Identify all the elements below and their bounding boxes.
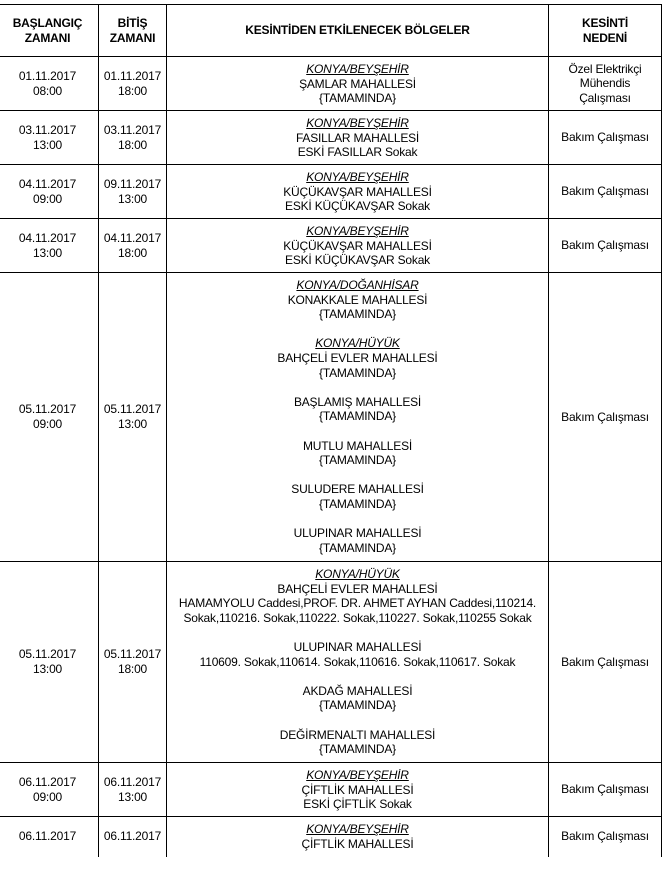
region-line: ŞAMLAR MAHALLESİ — [299, 76, 416, 91]
location-heading: KONYA/BEYŞEHİR — [306, 116, 409, 130]
location-heading: KONYA/HÜYÜK — [315, 567, 400, 581]
end-time-line: 06.11.2017 — [103, 774, 162, 789]
region-line: BAHÇELİ EVLER MAHALLESİ — [277, 581, 438, 596]
reason-line: Bakım Çalışması — [561, 130, 649, 145]
start-time-cell — [0, 165, 99, 219]
end-time-cell — [99, 219, 167, 273]
region-line: {TAMAMINDA} — [319, 409, 396, 424]
header-reason-line: NEDENİ — [582, 30, 628, 45]
reason-line: Mühendis — [579, 76, 631, 91]
region-group — [169, 822, 546, 851]
table-row — [0, 219, 662, 273]
start-time-line: 13:00 — [32, 137, 63, 152]
regions-cell — [167, 817, 549, 857]
end-time-line: 18:00 — [117, 137, 148, 152]
start-time-line: 08:00 — [32, 83, 63, 98]
region-line: BAŞLAMIŞ MAHALLESİ — [293, 394, 422, 409]
start-time-line: 09:00 — [32, 789, 63, 804]
region-line: ÇİFTLİK MAHALLESİ — [301, 782, 414, 797]
start-time-line: 03.11.2017 — [18, 122, 77, 137]
start-time-cell — [0, 111, 99, 165]
region-group — [169, 170, 546, 214]
start-time-cell — [0, 57, 99, 111]
region-line: KÜÇÜKAVŞAR MAHALLESİ — [283, 238, 432, 253]
region-group — [169, 482, 546, 511]
region-group — [169, 439, 546, 468]
start-time-line: 13:00 — [32, 662, 63, 676]
reason-line: Bakım Çalışması — [561, 782, 649, 797]
region-line: {TAMAMINDA} — [319, 496, 396, 511]
reason-cell — [549, 763, 662, 817]
end-time-line: 13:00 — [117, 789, 148, 804]
group-spacer — [169, 625, 546, 640]
region-line: AKDAĞ MAHALLESİ — [302, 683, 413, 698]
table-row — [0, 763, 662, 817]
region-line: KONAKKALE MAHALLESİ — [287, 292, 428, 307]
reason-line: Bakım Çalışması — [561, 409, 649, 424]
reason-cell — [549, 219, 662, 273]
regions-cell — [167, 763, 549, 817]
reason-cell — [549, 165, 662, 219]
header-reason-line: KESİNTİ — [582, 15, 628, 30]
regions-cell — [167, 57, 549, 111]
region-line: {TAMAMINDA} — [319, 91, 396, 106]
region-group — [169, 62, 546, 106]
group-spacer — [169, 322, 546, 337]
header-end-line: ZAMANI — [109, 30, 156, 45]
end-time-line: 01.11.2017 — [103, 68, 162, 83]
end-time-line: 18:00 — [117, 83, 148, 98]
start-time-line: 13:00 — [32, 245, 63, 260]
location-heading: KONYA/HÜYÜK — [315, 336, 400, 351]
region-group — [169, 395, 546, 424]
start-time-cell — [0, 273, 99, 562]
start-time-line: 05.11.2017 — [18, 647, 77, 662]
end-time-cell — [99, 562, 167, 763]
region-line: {TAMAMINDA} — [319, 540, 396, 555]
group-spacer — [169, 669, 546, 684]
region-line: DEĞİRMENALTI MAHALLESİ — [279, 727, 436, 742]
reason-line: Bakım Çalışması — [561, 238, 649, 253]
reason-cell — [549, 273, 662, 562]
header-row — [0, 5, 662, 57]
start-time-line: 04.11.2017 — [18, 176, 77, 191]
end-time-cell — [99, 817, 167, 857]
group-spacer — [169, 713, 546, 728]
end-time-cell — [99, 763, 167, 817]
regions-cell — [167, 111, 549, 165]
reason-cell — [549, 562, 662, 763]
region-line: FASILLAR MAHALLESİ — [295, 130, 420, 145]
end-time-line: 05.11.2017 — [103, 647, 162, 662]
region-line: Sokak,110216. Sokak,110222. Sokak,110227. Sokak,110255 Sokak — [183, 610, 532, 625]
region-line: {TAMAMINDA} — [319, 742, 396, 757]
header-start-line: ZAMANI — [24, 30, 71, 45]
start-time-line: 09:00 — [32, 191, 63, 206]
reason-cell — [549, 111, 662, 165]
regions-cell — [167, 219, 549, 273]
start-time-line: 01.11.2017 — [18, 68, 77, 83]
region-line: {TAMAMINDA} — [319, 453, 396, 468]
end-time-cell — [99, 111, 167, 165]
reason-line: Bakım Çalışması — [561, 184, 649, 199]
end-time-line: 04.11.2017 — [103, 230, 162, 245]
region-line: ÇİFTLİK MAHALLESİ — [301, 836, 414, 851]
end-time-line: 13:00 — [117, 191, 148, 206]
region-group — [169, 526, 546, 555]
region-group — [169, 336, 546, 380]
region-line: ESKİ KÜÇÜKAVŞAR Sokak — [285, 199, 430, 214]
table-row — [0, 57, 662, 111]
reason-line: Çalışması — [579, 90, 631, 105]
reason-cell — [549, 817, 662, 857]
region-group — [169, 224, 546, 268]
location-heading: KONYA/BEYŞEHİR — [306, 170, 409, 184]
regions-cell — [167, 562, 549, 763]
region-line: ESKİ ÇİFTLİK Sokak — [303, 797, 412, 812]
end-time-cell — [99, 273, 167, 562]
region-line: {TAMAMINDA} — [319, 307, 396, 322]
region-line: HAMAMYOLU Caddesi,PROF. DR. AHMET AYHAN Caddesi,110214. — [178, 596, 537, 611]
region-line: MUTLU MAHALLESİ — [302, 438, 413, 453]
start-time-line: 09:00 — [32, 417, 63, 431]
region-line: SULUDERE MAHALLESİ — [291, 482, 424, 497]
reason-cell — [549, 57, 662, 111]
reason-line: Bakım Çalışması — [561, 654, 649, 669]
start-time-cell — [0, 219, 99, 273]
end-time-cell — [99, 165, 167, 219]
region-group — [169, 768, 546, 812]
start-time-line: 06.11.2017 — [18, 829, 77, 844]
end-time-line: 09.11.2017 — [103, 176, 162, 191]
end-time-line: 18:00 — [117, 245, 148, 260]
group-spacer — [169, 512, 546, 527]
table-body — [0, 57, 662, 857]
region-group — [169, 728, 546, 757]
start-time-cell — [0, 817, 99, 857]
header-start — [0, 5, 99, 57]
header-reason — [549, 5, 662, 57]
reason-line: Özel Elektrikçi — [568, 61, 642, 76]
start-time-cell — [0, 763, 99, 817]
region-group — [169, 116, 546, 160]
header-end-line: BİTİŞ — [117, 15, 148, 30]
header-regions: KESİNTİDEN ETKİLENECEK BÖLGELER — [167, 5, 549, 57]
location-heading: KONYA/BEYŞEHİR — [306, 768, 409, 782]
location-heading: KONYA/BEYŞEHİR — [306, 224, 409, 238]
regions-cell — [167, 273, 549, 562]
table-row — [0, 273, 662, 562]
start-time-cell — [0, 562, 99, 763]
table-row — [0, 111, 662, 165]
region-group — [169, 567, 546, 625]
region-group — [169, 640, 546, 669]
region-line: ESKİ KÜÇÜKAVŞAR Sokak — [285, 253, 430, 268]
region-line: ULUPINAR MAHALLESİ — [293, 526, 422, 541]
end-time-line: 05.11.2017 — [103, 402, 162, 417]
group-spacer — [169, 424, 546, 439]
end-time-line: 13:00 — [117, 417, 148, 431]
region-line: ESKİ FASILLAR Sokak — [297, 145, 418, 160]
region-line: BAHÇELİ EVLER MAHALLESİ — [277, 350, 438, 365]
end-time-line: 18:00 — [117, 662, 148, 676]
table-row — [0, 562, 662, 763]
location-heading: KONYA/BEYŞEHİR — [306, 62, 409, 76]
start-time-line: 04.11.2017 — [18, 230, 77, 245]
reason-line: Bakım Çalışması — [561, 829, 649, 844]
region-line: {TAMAMINDA} — [319, 698, 396, 713]
group-spacer — [169, 468, 546, 483]
table-row — [0, 165, 662, 219]
region-line: {TAMAMINDA} — [319, 365, 396, 380]
end-time-line: 03.11.2017 — [103, 122, 162, 137]
end-time-line: 06.11.2017 — [103, 829, 162, 844]
region-line: 110609. Sokak,110614. Sokak,110616. Sokak,110617. Sokak — [199, 654, 516, 669]
outage-table — [0, 4, 662, 857]
start-time-line: 05.11.2017 — [18, 402, 77, 417]
header-start-line: BAŞLANGIÇ — [12, 15, 83, 30]
location-heading: KONYA/DOĞANHİSAR — [296, 278, 419, 292]
header-end — [99, 5, 167, 57]
table-row — [0, 817, 662, 857]
region-group — [169, 684, 546, 713]
region-group — [169, 278, 546, 322]
start-time-line: 06.11.2017 — [18, 774, 77, 789]
region-line: ULUPINAR MAHALLESİ — [293, 639, 422, 654]
region-line: KÜÇÜKAVŞAR MAHALLESİ — [283, 184, 432, 199]
regions-cell — [167, 165, 549, 219]
location-heading: KONYA/BEYŞEHİR — [306, 822, 409, 836]
group-spacer — [169, 380, 546, 395]
end-time-cell — [99, 57, 167, 111]
